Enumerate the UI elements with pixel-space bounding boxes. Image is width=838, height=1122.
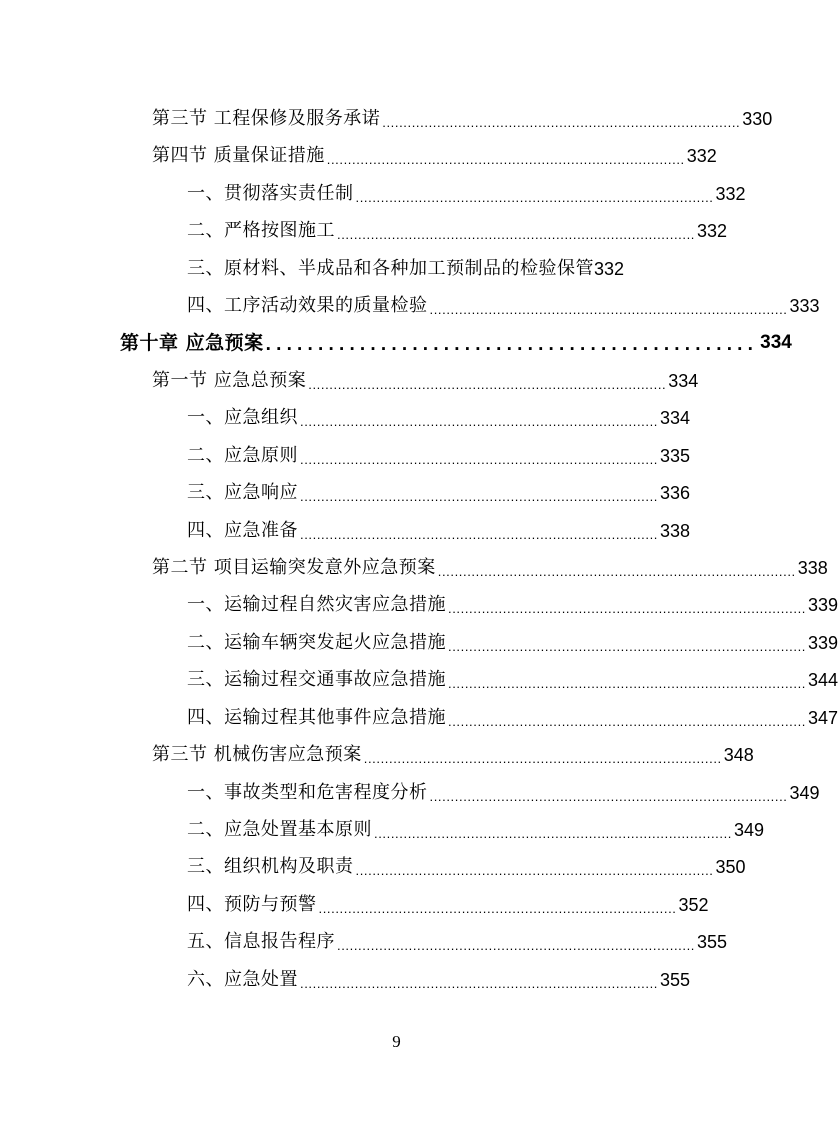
toc-entry-item[interactable] [187,705,838,731]
toc-entry-title: 四、运输过程其他事件应急措施 [187,707,446,728]
toc-entry-title: 一、贯彻落实责任制 [187,183,354,204]
dot-leader: ..................................................................................... [326,152,685,167]
toc-entry-title: 第三节 机械伤害应急预案 [152,744,362,765]
toc-entry-title: 四、工序活动效果的质量检验 [187,295,428,316]
toc-entry-title: 三、运输过程交通事故应急措施 [187,669,446,690]
toc-entry-title: 第二节 项目运输突发意外应急预案 [152,557,436,578]
dot-leader: ..................................................................................... [448,676,807,691]
dot-leader: ..................................................................................... [300,414,659,429]
toc-entry-title: 四、应急准备 [187,520,298,541]
dot-leader: ..................................................................................... [448,639,807,654]
toc-entry-item[interactable] [187,667,838,693]
toc-entry-title: 一、应急组织 [187,407,298,428]
dot-leader: ..................................................................................... [355,863,714,878]
toc-entry-section[interactable] [152,555,828,581]
toc-entry-page: 330 [742,109,773,129]
dot-leader: ..................................................................................... [300,489,659,504]
dot-leader: ..................................................................................... [300,452,659,467]
toc-entry-page: 347 [808,708,838,728]
toc-entry-item[interactable] [187,256,687,282]
toc-entry-page: 338 [797,558,828,578]
dot-leader: ..................................................................................... [448,714,807,729]
toc-entry-page: 344 [808,670,838,690]
dot-leader: ..................................................................................... [318,901,677,916]
toc-entry-page: 355 [697,932,728,952]
dot-leader: ..................................................................................... [363,751,722,766]
toc-entry-title: 第一节 应急总预案 [152,370,307,391]
toc-entry-section[interactable] [152,742,754,768]
toc-entry-title: 三、原材料、半成品和各种加工预制品的检验保管 [187,258,594,279]
toc-entry-item[interactable] [187,892,709,918]
page-number: 9 [392,1032,401,1051]
toc-entry-item[interactable] [187,630,838,656]
toc-entry-title: 二、运输车辆突发起火应急措施 [187,632,446,653]
toc-entry-page: 355 [660,970,691,990]
toc-entry-page: 348 [723,745,754,765]
toc-entry-title: 四、预防与预警 [187,894,317,915]
dot-leader: ..................................................................................... [355,190,714,205]
toc-entry-title: 三、组织机构及职责 [187,856,354,877]
toc-entry-page: 338 [660,521,691,541]
dot-leader: ..................................................................................... [382,115,741,130]
dot-leader: ..................................................................................... [300,976,659,991]
toc-entry-item[interactable] [187,405,691,431]
dot-leader: ..................................................................................... [337,227,696,242]
toc-entry-item[interactable] [187,929,728,955]
dot-leader: ..................................................................................... [308,377,667,392]
toc-entry-title: 一、事故类型和危害程度分析 [187,782,428,803]
dot-leader: ..................................................................................... [374,826,733,841]
toc-entry-page: 332 [715,184,746,204]
toc-entry-item[interactable] [187,293,820,319]
toc-entry-item[interactable] [187,854,746,880]
toc-entry-page: 339 [808,633,838,653]
toc-entry-page: 334 [668,371,699,391]
toc-entry-title: 二、应急处置基本原则 [187,819,372,840]
toc-entry-page: 339 [808,595,838,615]
toc-entry-page: 349 [734,820,765,840]
toc-entry-item[interactable] [187,181,746,207]
toc-entry-item[interactable] [187,592,838,618]
toc-entry-item[interactable] [187,817,765,843]
toc-entry-page: 334 [660,408,691,428]
toc-entry-chapter[interactable] [120,330,792,356]
toc-entry-page: 335 [660,446,691,466]
toc-entry-item[interactable] [187,480,691,506]
toc-entry-title: 第四节 质量保证措施 [152,145,325,166]
toc-entry-title: 二、严格按图施工 [187,220,335,241]
toc-entry-page: 334 [760,332,792,353]
toc-entry-item[interactable] [187,443,691,469]
dot-leader: ..................................................................................... [300,527,659,542]
toc-entry-title: 二、应急原则 [187,445,298,466]
toc-entry-page: 350 [715,857,746,877]
dot-leader: ..................................................................................... [437,564,796,579]
toc-entry-item[interactable] [187,518,691,544]
toc-entry-section[interactable] [152,143,717,169]
dot-leader: ..................................................................................... [429,789,788,804]
toc-entry-page: 332 [594,259,625,279]
toc-entry-title: 六、应急处置 [187,969,298,990]
toc-entry-section[interactable] [152,368,699,394]
toc-entry-page: 336 [660,483,691,503]
toc-entry-page: 349 [789,783,820,803]
toc-entry-item[interactable] [187,780,820,806]
toc-entry-page: 352 [678,895,709,915]
toc-entry-item[interactable] [187,218,728,244]
dot-leader: ..................................................................................... [448,601,807,616]
toc-entry-title: 三、应急响应 [187,482,298,503]
toc-entry-page: 332 [686,146,717,166]
dot-leader: ..................................................................................... [337,938,696,953]
toc-entry-page: 333 [789,296,820,316]
dot-leader: ..................................................................................... [429,302,788,317]
toc-entry-section[interactable] [152,106,773,132]
toc-entry-title: 五、信息报告程序 [187,931,335,952]
toc-entry-item[interactable] [187,967,691,993]
toc-entry-title: 一、运输过程自然灾害应急措施 [187,594,446,615]
toc-entry-page: 332 [697,221,728,241]
toc-entry-title: 第十章 应急预案 [120,332,264,354]
toc-entry-title: 第三节 工程保修及服务承诺 [152,108,381,129]
dot-leader: ............................................... [265,334,759,355]
